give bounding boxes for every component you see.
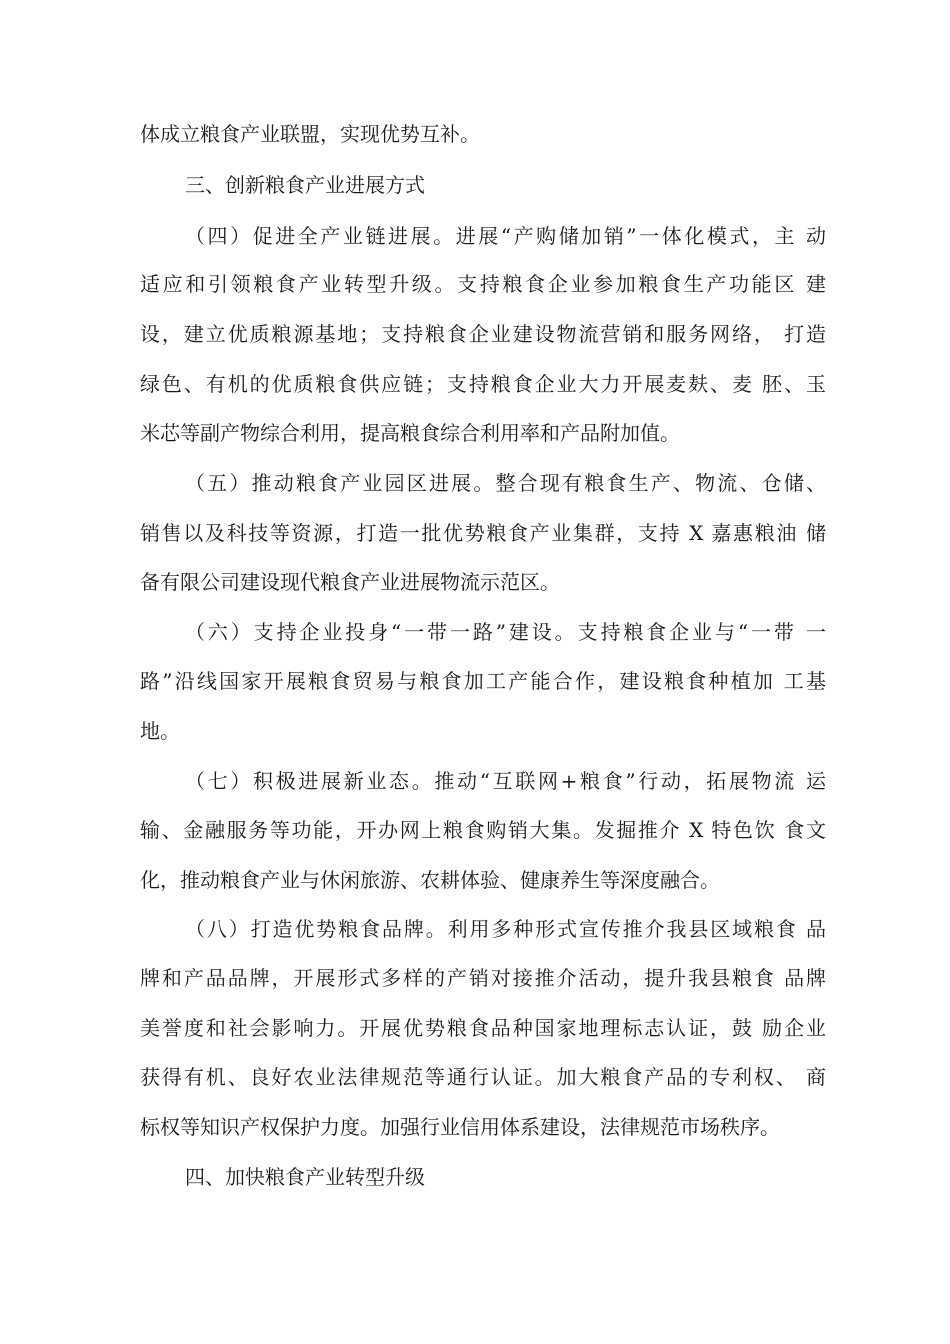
paragraph-line: 体成立粮食产业联盟，实现优势互补。 — [140, 122, 480, 146]
paragraph-line: 地。 — [140, 719, 180, 743]
paragraph-line: 设，建立优质粮源基地；支持粮食企业建设物流营销和服务网络， 打造 — [140, 322, 826, 346]
paragraph-line: （五）推动粮食产业园区进展。整合现有粮食生产、物流、仓储、 — [185, 471, 826, 495]
paragraph-line: 牌和产品品牌，开展形式多样的产销对接推介活动，提升我县粮食 品牌 — [140, 966, 826, 990]
paragraph-line: 路”沿线国家开展粮食贸易与粮食加工产能合作，建设粮食种植加 工基 — [140, 669, 826, 693]
paragraph-line: （八）打造优势粮食品牌。利用多种形式宣传推介我县区域粮食 品 — [185, 917, 826, 941]
paragraph-line: 化，推动粮食产业与休闲旅游、农耕体验、健康养生等深度融合。 — [140, 868, 720, 892]
section-heading: 三、创新粮食产业进展方式 — [185, 173, 425, 197]
paragraph-line: 美誉度和社会影响力。开展优势粮食品种国家地理标志认证，鼓 励企业 — [140, 1016, 826, 1040]
paragraph-line: 适应和引领粮食产业转型升级。支持粮食企业参加粮食生产功能区 建 — [140, 272, 826, 296]
paragraph-line: 备有限公司建设现代粮食产业进展物流示范区。 — [140, 570, 560, 594]
paragraph-line: 销售以及科技等资源，打造一批优势粮食产业集群，支持 X 嘉惠粮油 储 — [140, 521, 826, 545]
section-heading: 四、加快粮食产业转型升级 — [185, 1165, 425, 1189]
paragraph-line: 获得有机、良好农业法律规范等通行认证。加大粮食产品的专利权、 商 — [140, 1065, 826, 1089]
paragraph-line: 米芯等副产物综合利用，提高粮食综合利用率和产品附加值。 — [140, 421, 680, 445]
paragraph-line: 标权等知识产权保护力度。加强行业信用体系建设，法律规范市场秩序。 — [140, 1115, 780, 1139]
paragraph-line: （七）积极进展新业态。推动“互联网+粮食”行动，拓展物流 运 — [185, 769, 826, 793]
paragraph-line: 绿色、有机的优质粮食供应链；支持粮食企业大力开展麦麸、麦 胚、玉 — [140, 372, 826, 396]
paragraph-line: （四）促进全产业链进展。进展“产购储加销”一体化模式，主 动 — [185, 224, 826, 248]
paragraph-line: （六）支持企业投身“一带一路”建设。支持粮食企业与“一带 一 — [185, 620, 826, 644]
paragraph-line: 输、金融服务等功能，开办网上粮食购销大集。发掘推介 X 特色饮 食文 — [140, 818, 826, 842]
